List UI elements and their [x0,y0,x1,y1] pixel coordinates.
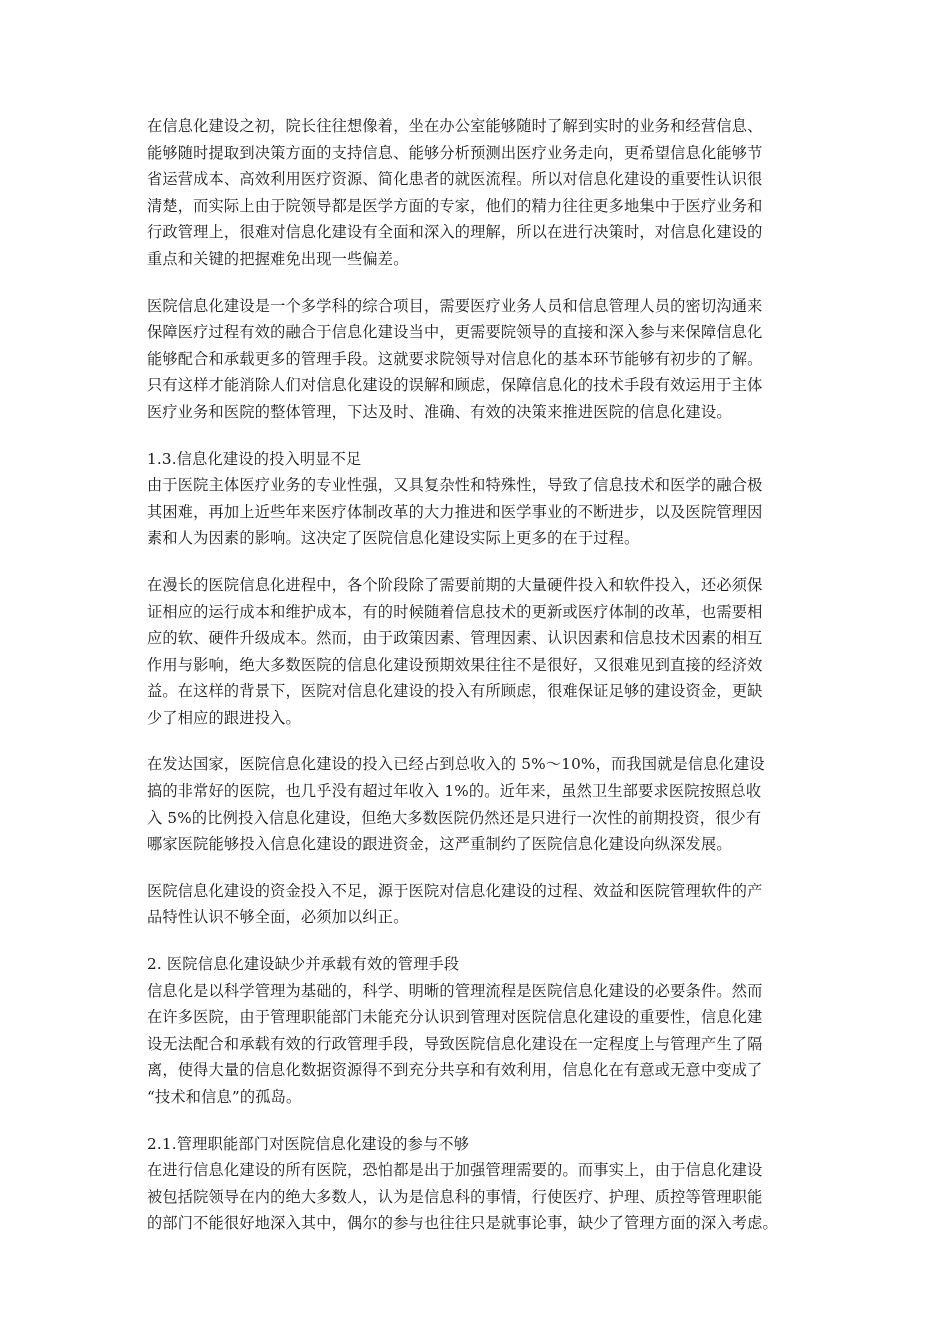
text-line: 信息化是以科学管理为基础的，科学、明晰的管理流程是医院信息化建设的必要条件。然而 [147,981,763,1000]
text-line: 证相应的运行成本和维护成本，有的时候随着信息技术的更新或医疗体制的改革，也需要相 [147,602,763,621]
text-line: 重点和关键的把握难免出现一些偏差。 [147,249,409,268]
text-line: 的部门不能很好地深入其中，偶尔的参与也往往只是就事论事，缺少了管理方面的深入考虑。 [147,1214,778,1233]
text-line: 行政管理上，很难对信息化建设有全面和深入的理解，所以在进行决策时，对信息化建设的 [147,223,763,242]
paragraph-gap [147,931,810,951]
text-line: 由于医院主体医疗业务的专业性强，又具复杂性和特殊性，导致了信息技术和医学的融合极 [147,476,763,495]
text-line: 省运营成本、高效利用医疗资源、简化患者的就医流程。所以对信息化建设的重要性认识很 [147,170,763,189]
paragraph [147,951,810,1111]
text-line: 在进行信息化建设的所有医院，恐怕都是出于加强管理需要的。而事实上，由于信息化建设 [147,1161,763,1180]
text-line: 医院信息化建设是一个多学科的综合项目，需要医疗业务人员和信息管理人员的密切沟通来 [147,296,763,315]
text-line: 入 5%的比例投入信息化建设，但绝大多数医院仍然还是只进行一次性的前期投资，很少有 [147,808,762,827]
text-line: 2.1.管理职能部门对医院信息化建设的参与不够 [147,1134,470,1153]
paragraph [147,446,810,552]
text-line: 少了相应的跟进投入。 [147,708,301,727]
text-line: 益。在这样的背景下，医院对信息化建设的投入有所顾虑，很难保证足够的建设资金，更缺 [147,682,763,701]
text-line: “技术和信息”的孤岛。 [147,1088,302,1106]
paragraph [147,878,810,931]
text-line: 医院信息化建设的资金投入不足，源于医院对信息化建设的过程、效益和医院管理软件的产 [147,881,763,900]
paragraph-gap [147,426,810,446]
text-line: 能够随时提取到决策方面的支持信息、能够分析预测出医疗业务走向，更希望信息化能够节 [147,143,763,162]
text-line: 医疗业务和医院的整体管理，下达及时、准确、有效的决策来推进医院的信息化建设。 [147,402,732,421]
text-line: 离，使得大量的信息化数据资源得不到充分共享和有效利用，信息化在有意或无意中变成了 [147,1061,763,1080]
text-line: 在许多医院，由于管理职能部门未能充分认识到管理对医院信息化建设的重要性，信息化建 [147,1008,763,1027]
text-line: 作用与影响，绝大多数医院的信息化建设预期效果往往不是很好，又很难见到直接的经济效 [147,655,763,674]
text-line: 哪家医院能够投入信息化建设的跟进资金，这严重制约了医院信息化建设向纵深发展。 [147,835,732,854]
text-line: 应的软、硬件升级成本。然而，由于政策因素、管理因素、认识因素和信息技术因素的相互 [147,629,763,648]
paragraph [147,1131,810,1237]
text-line: 搞的非常好的医院，也几乎没有超过年收入 1%的。近年来，虽然卫生部要求医院按照总收 [147,782,762,801]
paragraph [147,751,810,857]
text-line: 保障医疗过程有效的融合于信息化建设当中，更需要院领导的直接和深入参与来保障信息化 [147,323,763,342]
paragraph [147,113,810,273]
paragraph [147,572,810,732]
text-line: 清楚，而实际上由于院领导都是医学方面的专家，他们的精力往往更多地集中于医疗业务和 [147,196,763,215]
text-line: 其困难，再加上近些年来医疗体制改革的大力推进和医学事业的不断进步，以及医院管理因 [147,502,763,521]
text-line: 设无法配合和承载有效的行政管理手段，导致医院信息化建设在一定程度上与管理产生了隔 [147,1034,763,1053]
paragraph [147,293,810,426]
paragraph-gap [147,1111,810,1131]
text-line: 在漫长的医院信息化进程中，各个阶段除了需要前期的大量硬件投入和软件投入，还必须保 [147,575,763,594]
paragraph-gap [147,273,810,293]
text-line: 在发达国家，医院信息化建设的投入已经占到总收入的 5%～10%，而我国就是信息化建设 [147,755,765,774]
text-line: 能够配合和承载更多的管理手段。这就要求院领导对信息化的基本环节能够有初步的了解。 [147,349,763,368]
text-line: 在信息化建设之初，院长往往想像着，坐在办公室能够随时了解到实时的业务和经营信息、 [147,117,763,135]
paragraph-gap [147,731,810,751]
text-line: 被包括院领导在内的绝大多数人，认为是信息科的事情，行使医疗、护理、质控等管理职能 [147,1187,763,1206]
text-line: 1.3.信息化建设的投入明显不足 [147,449,362,468]
text-line: 2. 医院信息化建设缺少并承载有效的管理手段 [147,955,460,974]
document-body [147,113,810,1237]
paragraph-gap [147,552,810,572]
text-line: 品特性认识不够全面，必须加以纠正。 [147,908,409,927]
paragraph-gap [147,858,810,878]
text-line: 只有这样才能消除人们对信息化建设的误解和顾虑，保障信息化的技术手段有效运用于主体 [147,376,763,395]
text-line: 素和人为因素的影响。这决定了医院信息化建设实际上更多的在于过程。 [147,529,640,548]
